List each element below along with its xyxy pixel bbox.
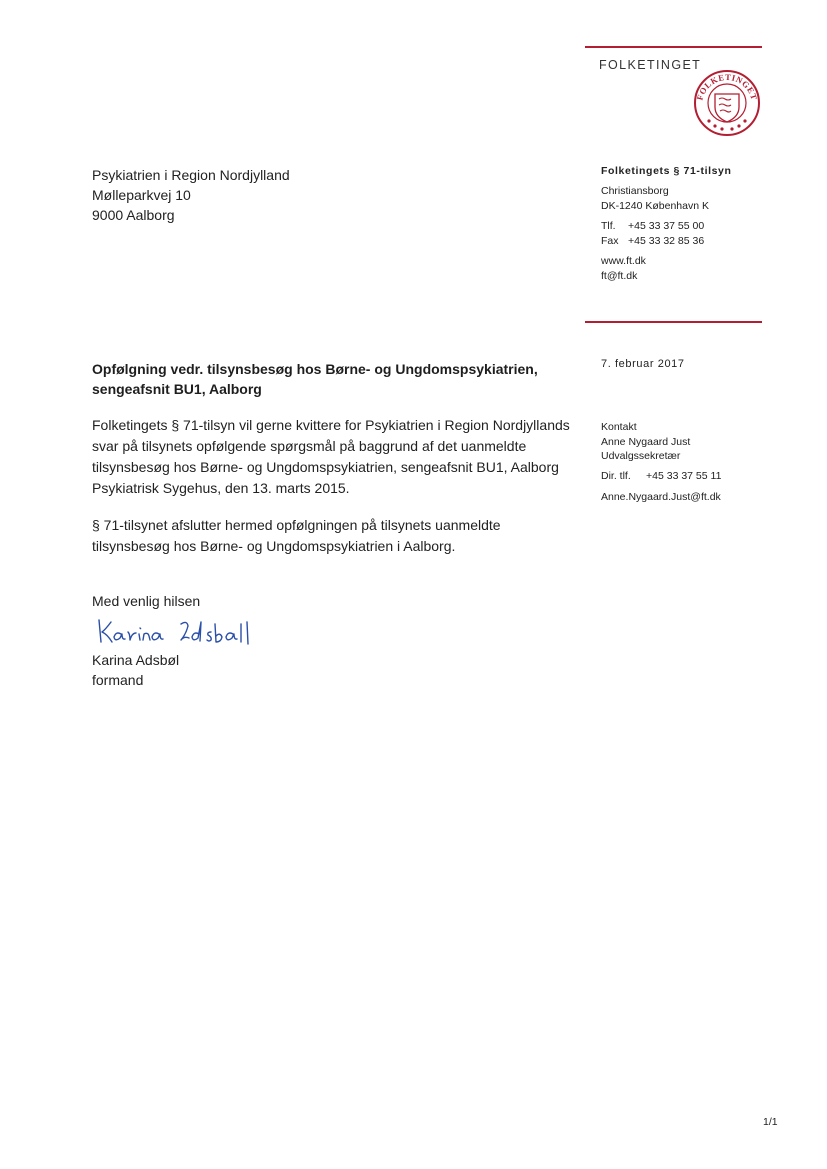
phone-number: +45 33 37 55 00 bbox=[628, 220, 705, 232]
sender-address-line1: Christiansborg bbox=[601, 185, 669, 197]
subject-line1: Opfølgning vedr. tilsynsbesøg hos Børne- og Ungdomspsykiatrien, bbox=[92, 361, 538, 377]
sender-phone-row bbox=[601, 219, 704, 234]
fax-number: +45 33 32 85 36 bbox=[628, 234, 705, 247]
direct-phone-number: +45 33 37 55 11 bbox=[646, 470, 722, 482]
body-paragraph-2: § 71-tilsynet afslutter hermed opfølgningen på tilsynets uanmeldte tilsynsbesøg hos Børne- og Ungdomspsykiatrien i Aalborg. bbox=[92, 517, 501, 554]
seal-text: FOLKETINGET bbox=[694, 71, 760, 102]
sender-address bbox=[601, 184, 709, 213]
folketinget-seal-logo bbox=[693, 69, 761, 137]
contact-direct-phone bbox=[601, 469, 721, 484]
sender-org: Folketingets § 71-tilsyn bbox=[601, 165, 732, 177]
fax-label: Fax bbox=[601, 234, 619, 247]
contact-title: Udvalgssekretær bbox=[601, 450, 681, 462]
contact-name: Anne Nygaard Just bbox=[601, 435, 691, 448]
sender-address-line2: DK-1240 København K bbox=[601, 199, 709, 212]
subject-line2: sengeafsnit BU1, Aalborg bbox=[92, 381, 262, 397]
recipient-street: Mølleparkvej 10 bbox=[92, 187, 191, 203]
signer-block bbox=[92, 650, 179, 690]
letter-subject bbox=[92, 359, 562, 399]
recipient-name: Psykiatrien i Region Nordjylland bbox=[92, 167, 290, 183]
handwritten-signature bbox=[95, 612, 255, 652]
direct-phone-label: Dir. tlf. bbox=[601, 470, 631, 482]
sidebar-divider-rule bbox=[585, 321, 762, 323]
contact-label: Kontakt bbox=[601, 421, 637, 433]
signer-role: formand bbox=[92, 672, 144, 688]
recipient-address bbox=[92, 165, 290, 225]
letterhead-top-rule bbox=[585, 46, 762, 48]
body-paragraph-1: Folketingets § 71-tilsyn vil gerne kvittere for Psykiatrien i Region Nordjyllands svar på tilsynets opfølgende spørgsmål på baggrund af det uanmeldte tilsynsbesøg hos Børne- og Ungdomspsykiatrien, sengeafsnit BU1, Aalborg Psykiatrisk Sygehus, den 13. marts 2015. bbox=[92, 417, 570, 496]
letterhead-brand: FOLKETINGET bbox=[599, 58, 702, 72]
svg-text:FOLKETINGET bbox=[695, 72, 760, 101]
contact-block bbox=[601, 420, 690, 464]
page-number: 1/1 bbox=[763, 1116, 778, 1128]
sender-email: ft@ft.dk bbox=[601, 269, 638, 282]
sender-web-block bbox=[601, 254, 646, 283]
closing-greeting: Med venlig hilsen bbox=[92, 593, 201, 609]
sender-website: www.ft.dk bbox=[601, 255, 646, 267]
sender-fax-row bbox=[601, 234, 704, 249]
contact-email: Anne.Nygaard.Just@ft.dk bbox=[601, 491, 721, 503]
sender-phone-block bbox=[601, 219, 704, 248]
recipient-city: 9000 Aalborg bbox=[92, 207, 175, 223]
signer-name: Karina Adsbøl bbox=[92, 652, 180, 668]
phone-label: Tlf. bbox=[601, 220, 616, 232]
letter-date: 7. februar 2017 bbox=[601, 358, 685, 370]
